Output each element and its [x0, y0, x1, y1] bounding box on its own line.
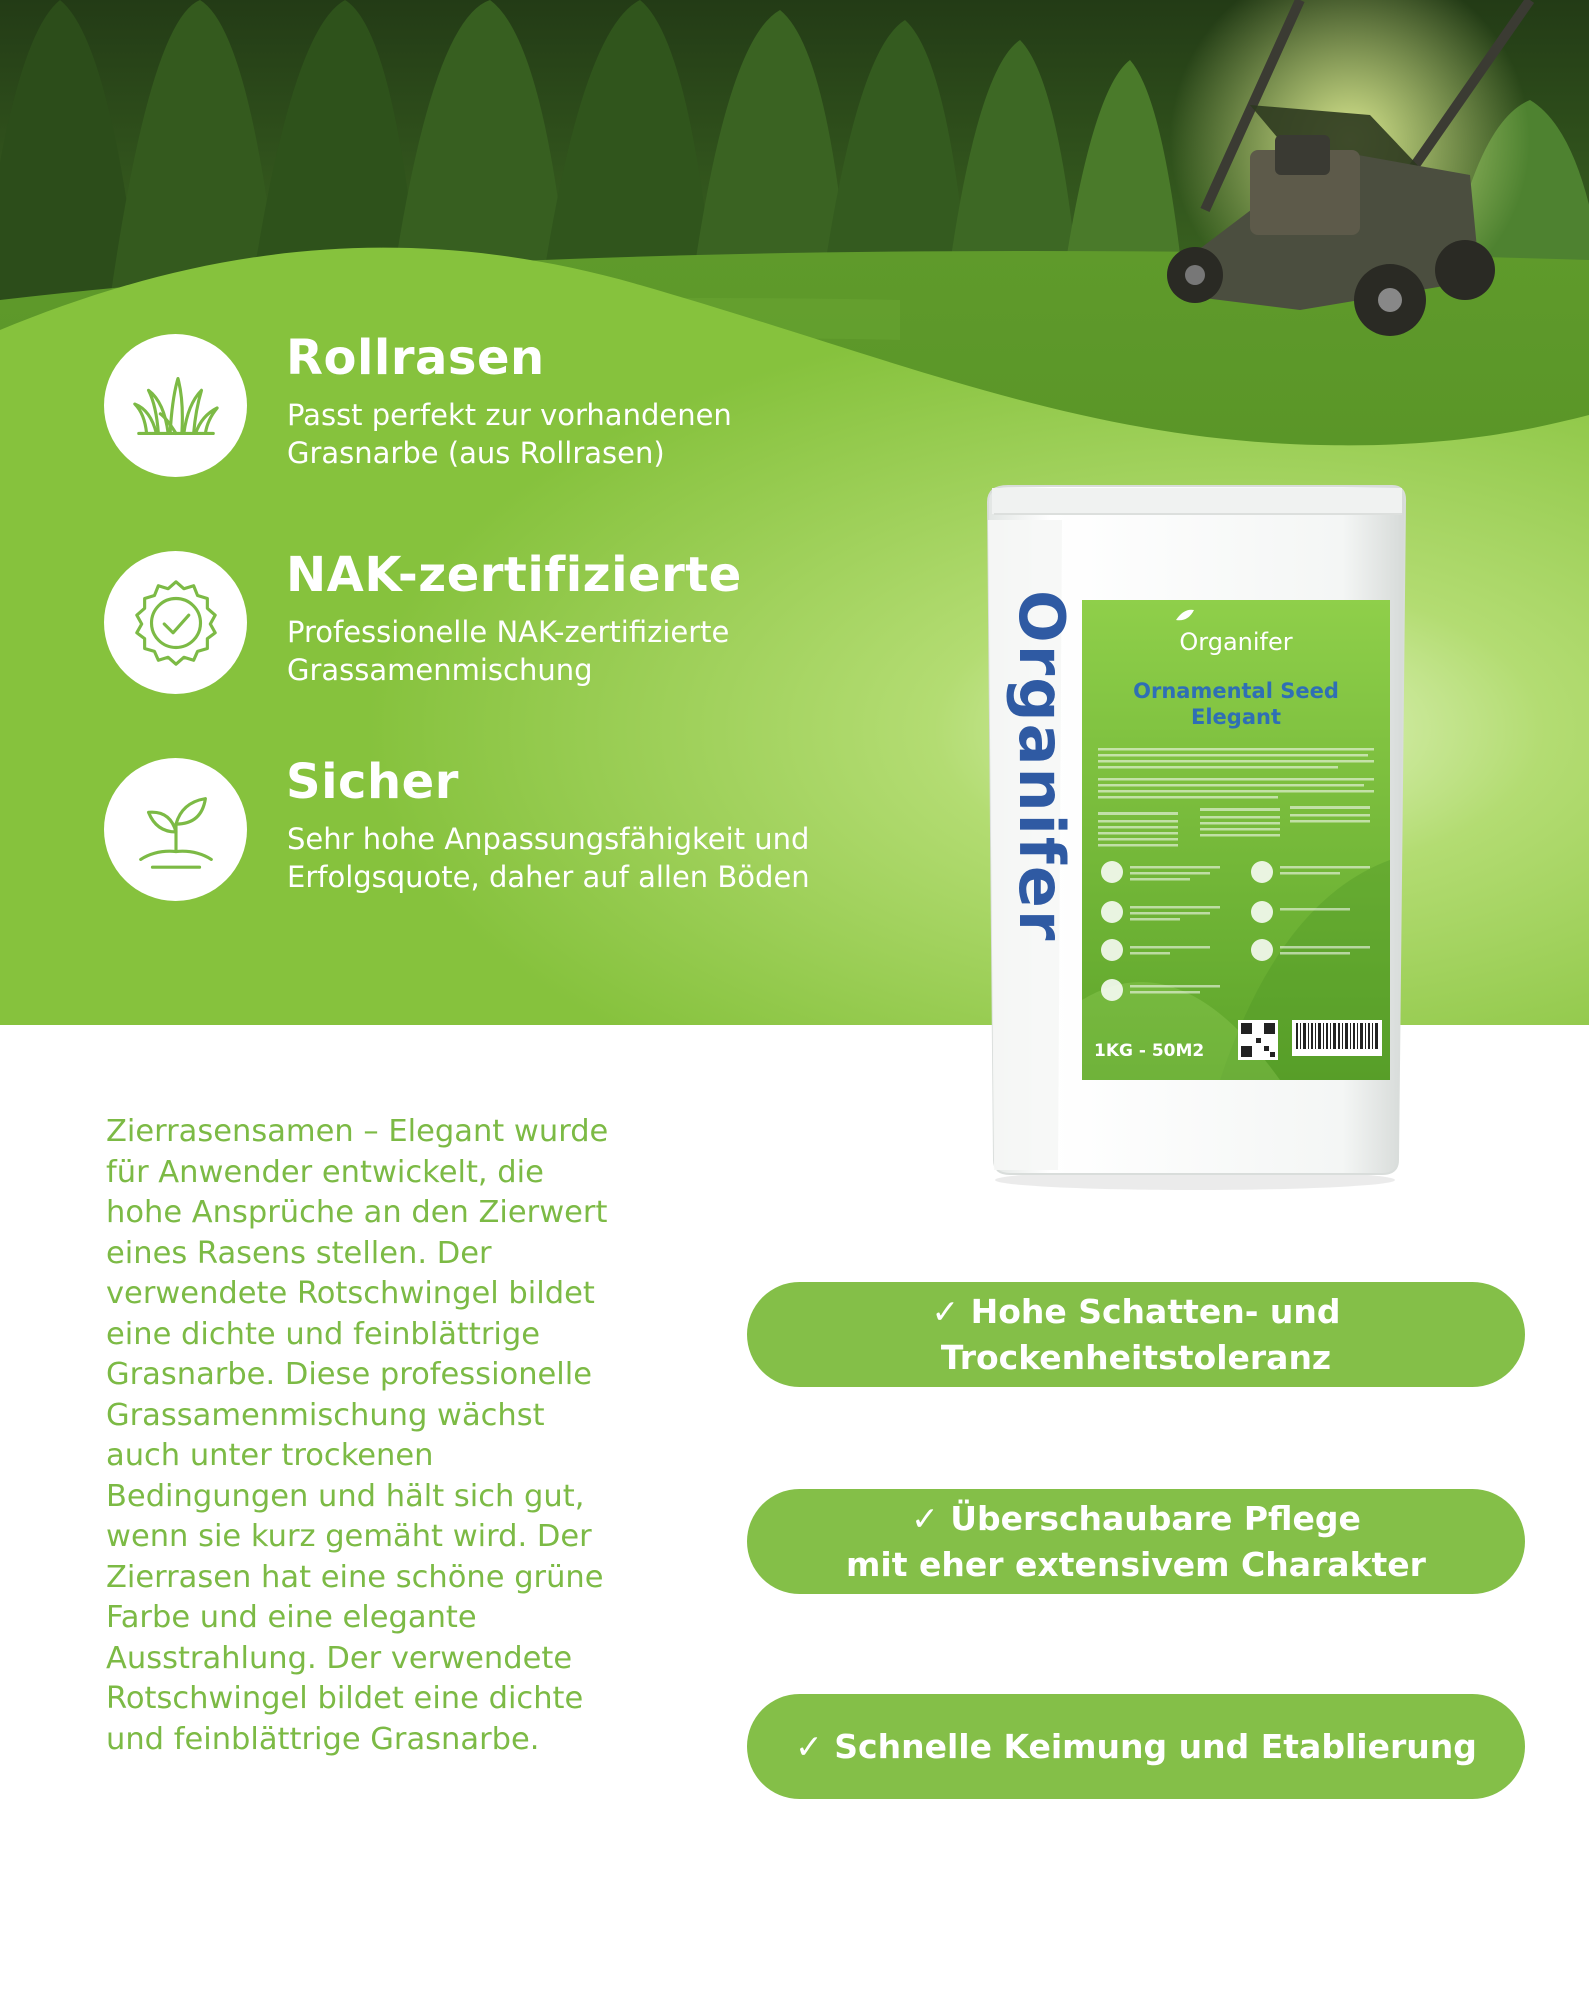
- grass-icon: [127, 357, 225, 455]
- feature-title: Rollrasen: [286, 330, 545, 386]
- benefit-line: ✓ Hohe Schatten- und: [931, 1291, 1341, 1331]
- feature-rollrasen: [104, 330, 824, 504]
- benefit-line: mit eher extensivem Charakter: [846, 1544, 1426, 1584]
- certified-badge-icon: [127, 574, 225, 672]
- benefit-pill-shade-drought: [747, 1282, 1525, 1387]
- bag-product-variant: Elegant: [1191, 705, 1281, 729]
- benefit-pill-fast-germination: [747, 1694, 1525, 1799]
- feature-icon-circle: [104, 334, 247, 477]
- feature-icon-circle: [104, 758, 247, 901]
- feature-title: Sicher: [286, 754, 459, 810]
- bag-brand: Organifer: [1179, 628, 1293, 656]
- benefit-line: ✓ Überschaubare Pflege: [911, 1498, 1361, 1538]
- feature-description: Sehr hohe Anpassungsfähigkeit und Erfolgsquote, daher auf allen Böden: [287, 822, 810, 894]
- feature-description: Passt perfekt zur vorhandenen Grasnarbe (aus Rollrasen): [287, 398, 732, 470]
- product-description: Zierrasensamen – Elegant wurde für Anwender entwickelt, die hohe Ansprüche an den Zierwert eines Rasens stellen. Der verwendete Rotschwingel bildet eine dichte und feinblättrige Grasnarbe. Diese professionelle Grassamenmischung wächst auch unter trockenen Bedingungen und hält sich gut, wenn sie kurz gemäht wird. Der Zierrasen hat eine schöne grüne Farbe und eine elegante Ausstrahlung. Der verwendete Rotschwingel bildet eine dichte und feinblättrige Grasnarbe.: [106, 1114, 609, 1757]
- qr-code: [1238, 1020, 1278, 1060]
- benefit-line: ✓ Schnelle Keimung und Etablierung: [795, 1726, 1477, 1766]
- bag-size: 1KG - 50M2: [1094, 1041, 1205, 1061]
- feature-nak-certified: [104, 547, 824, 721]
- benefit-line: Trockenheitstoleranz: [940, 1337, 1332, 1377]
- product-bag: [980, 480, 1410, 1190]
- feature-icon-circle: [104, 551, 247, 694]
- feature-title: NAK-zertifizierte: [286, 547, 742, 603]
- barcode: [1292, 1020, 1382, 1056]
- feature-description: Professionelle NAK-zertifizierte Grassamenmischung: [287, 615, 730, 687]
- seedling-icon: [127, 781, 225, 879]
- feature-sicher: [104, 754, 824, 928]
- bag-side-brand: Organifer: [1005, 590, 1078, 943]
- benefit-pill-low-maintenance: [747, 1489, 1525, 1594]
- bag-product-name: Ornamental Seed: [1133, 679, 1339, 703]
